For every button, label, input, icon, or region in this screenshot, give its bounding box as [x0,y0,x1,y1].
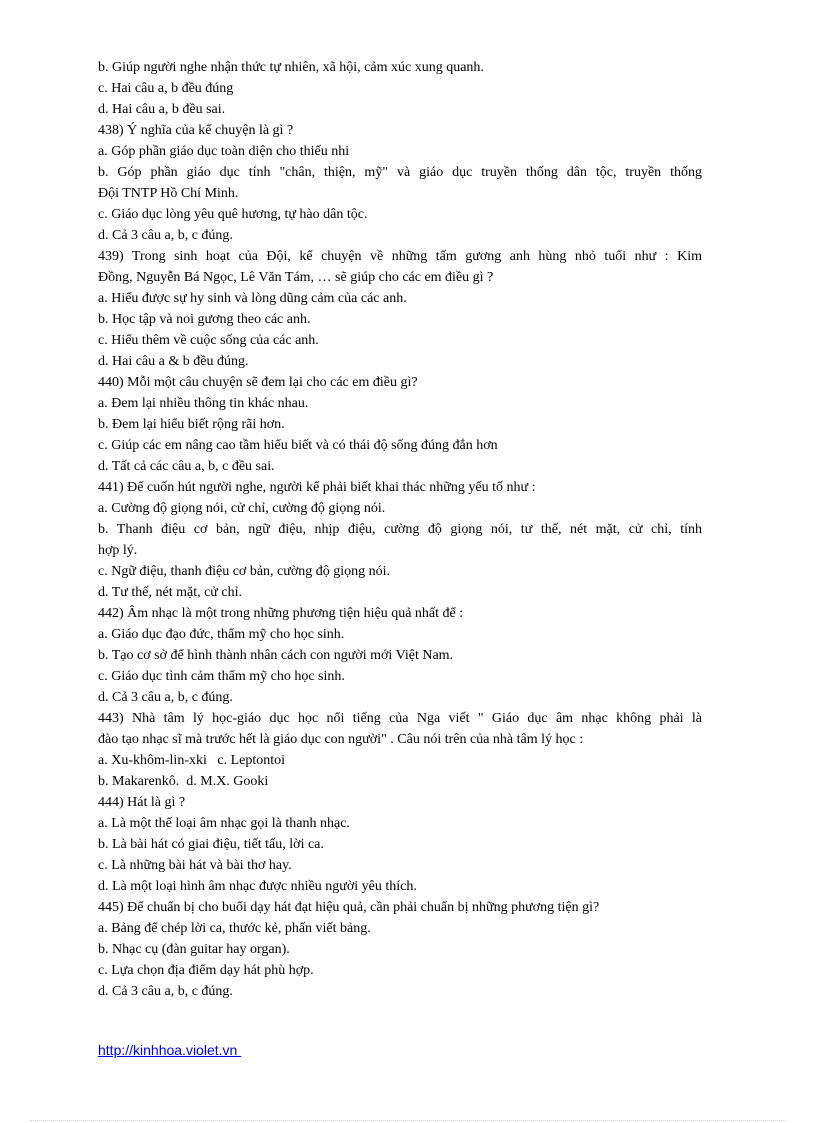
document-body [98,57,702,1002]
answer-line: a. Là một thể loại âm nhạc gọi là thanh nhạc. [98,816,350,831]
answer-line: c. Ngữ điệu, thanh điệu cơ bản, cường độ giọng nói. [98,564,391,579]
question-line: 438) Ý nghĩa của kể chuyện là gì ? [98,123,294,138]
answer-line: b. Đem lại hiểu biết rộng rãi hơn. [98,417,285,432]
answer-line: b. Góp phần giáo dục tính "chân, thiện, mỹ" và giáo dục truyền thống dân tộc, truyền thống [98,165,702,180]
answer-line: a. Cường độ giọng nói, cử chỉ, cường độ giọng nói. [98,501,386,516]
answer-line: c. Hai câu a, b đều đúng [98,81,234,96]
question-line: 442) Âm nhạc là một trong những phương tiện hiệu quả nhất để : [98,606,464,621]
question-line-continued: đào tạo nhạc sĩ mà trước hết là giáo dục con người" . Câu nói trên của nhà tâm lý học : [98,732,584,747]
question-line: 443) Nhà tâm lý học-giáo dục học nổi tiếng của Nga viết " Giáo dục âm nhạc không phải là [98,711,702,726]
answer-line: c. Giáo dục lòng yêu quê hương, tự hào dân tộc. [98,207,368,222]
answer-line: c. Hiểu thêm về cuộc sống của các anh. [98,333,319,348]
answer-line: d. Tư thế, nét mặt, cử chỉ. [98,585,242,600]
answer-line: a. Xu-khôm-lin-xki c. Leptontoi [98,753,286,768]
answer-line: d. Cả 3 câu a, b, c đúng. [98,984,233,999]
page-bottom-divider [30,1120,786,1121]
footer-website-link[interactable]: http://kinhhoa.violet.vn [98,1042,242,1058]
answer-line: b. Học tập và noi gương theo các anh. [98,312,311,327]
question-line: 444) Hát là gì ? [98,795,186,810]
answer-line: b. Giúp người nghe nhận thức tự nhiên, xã hội, cảm xúc xung quanh. [98,60,484,75]
answer-line: a. Góp phần giáo dục toàn diện cho thiếu nhi [98,144,350,159]
answer-line: d. Cả 3 câu a, b, c đúng. [98,228,233,243]
question-line: 445) Để chuẩn bị cho buổi dạy hát đạt hiệu quả, cần phải chuẩn bị những phương tiện gì? [98,900,600,915]
answer-line: c. Giáo dục tình cảm thẩm mỹ cho học sinh. [98,669,345,684]
answer-line: b. Là bài hát có giai điệu, tiết tấu, lời ca. [98,837,324,852]
answer-line: d. Tất cả các câu a, b, c đều sai. [98,459,275,474]
answer-line: a. Đem lại nhiều thông tin khác nhau. [98,396,309,411]
answer-line: c. Giúp các em nâng cao tầm hiểu biết và có thái độ sống đúng đắn hơn [98,438,498,453]
answer-line: a. Hiểu được sự hy sinh và lòng dũng cảm của các anh. [98,291,407,306]
answer-line: b. Thanh điệu cơ bản, ngữ điệu, nhịp điệu, cường độ giọng nói, tư thế, nét mặt, cử chỉ, tính [98,522,702,537]
question-line: 441) Để cuốn hút người nghe, người kể phải biết khai thác những yếu tố như : [98,480,536,495]
answer-line-continued: Đội TNTP Hồ Chí Minh. [98,186,239,201]
answer-line: d. Hai câu a, b đều sai. [98,102,226,117]
answer-line: b. Makarenkô. d. M.X. Gooki [98,774,269,789]
question-line: 440) Mỗi một câu chuyện sẽ đem lại cho các em điều gì? [98,375,418,390]
answer-line: b. Nhạc cụ (đàn guitar hay organ). [98,942,290,957]
answer-line-continued: hợp lý. [98,543,138,558]
answer-line: c. Lựa chọn địa điểm dạy hát phù hợp. [98,963,314,978]
answer-line: a. Giáo dục đạo đức, thẩm mỹ cho học sinh. [98,627,345,642]
question-line-continued: Đồng, Nguyễn Bá Ngọc, Lê Văn Tám, … sẽ giúp cho các em điều gì ? [98,270,494,285]
answer-line: b. Tạo cơ sở để hình thành nhân cách con người mới Việt Nam. [98,648,454,663]
answer-line: c. Là những bài hát và bài thơ hay. [98,858,292,873]
answer-line: d. Là một loại hình âm nhạc được nhiều người yêu thích. [98,879,417,894]
question-line: 439) Trong sinh hoạt của Đội, kể chuyện về những tấm gương anh hùng nhỏ tuổi như : Kim [98,249,702,264]
answer-line: d. Cả 3 câu a, b, c đúng. [98,690,233,705]
answer-line: d. Hai câu a & b đều đúng. [98,354,249,369]
answer-line: a. Bảng để chép lời ca, thước kẻ, phấn viết bảng. [98,921,371,936]
